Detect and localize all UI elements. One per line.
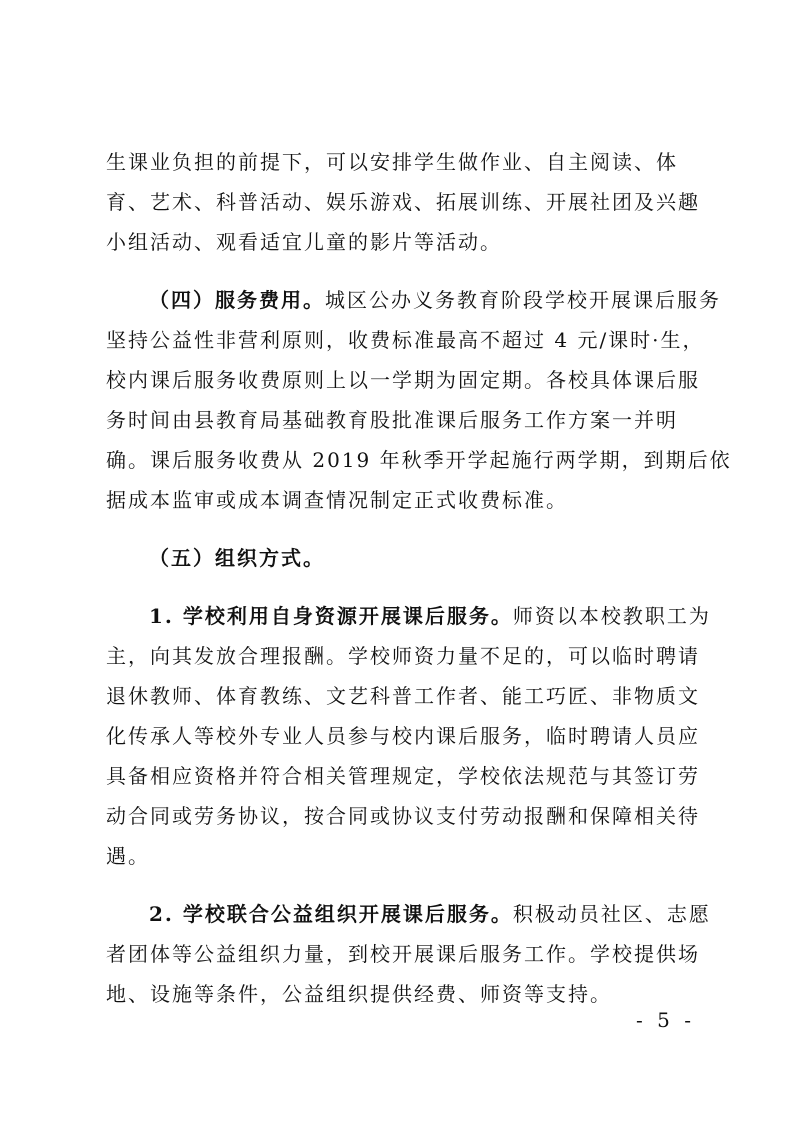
text-line: 动合同或劳务协议，按合同或协议支付劳动报酬和保障相关待 (106, 804, 700, 828)
text-line: 地、设施等条件，公益组织提供经费、师资等支持。 (106, 982, 612, 1006)
section-heading: （五）组织方式。 (149, 546, 325, 570)
text-line: 遇。 (106, 844, 150, 868)
text-line (106, 280, 721, 320)
text-line: 育、艺术、科普活动、娱乐游戏、拓展训练、开展社团及兴趣 (106, 190, 700, 214)
text-line: 者团体等公益组织力量，到校开展课后服务工作。学校提供场 (106, 942, 700, 966)
text-run: 师资以本校教职工为 (512, 604, 711, 628)
text-line: 生课业负担的前提下，可以安排学生做作业、自主阅读、体 (106, 150, 678, 174)
text-run: 城区公办义务教育阶段学校开展课后服务 (325, 288, 721, 312)
text-line: 确。课后服务收费从 2019 年秋季开学起施行两学期，到期后依 (106, 448, 732, 472)
document-body (106, 142, 732, 1014)
text-line: 坚持公益性非营利原则，收费标准最高不超过 4 元/课时·生， (106, 328, 705, 352)
paragraph-activities (106, 142, 698, 262)
text-line: 具备相应资格并符合相关管理规定，学校依法规范与其签订劳 (106, 764, 700, 788)
text-line (106, 894, 711, 934)
text-line: 据成本监审或成本调查情况制定正式收费标准。 (106, 488, 568, 512)
text-line: 小组活动、观看适宜儿童的影片等活动。 (106, 230, 502, 254)
text-line: 校内课后服务收费原则上以一学期为固定期。各校具体课后服 (106, 368, 700, 392)
subsection-heading: 2. 学校联合公益组织开展课后服务。 (149, 902, 513, 926)
paragraph-public-welfare (106, 894, 711, 1014)
paragraph-service-fees (106, 280, 732, 520)
text-line (106, 596, 711, 636)
section-heading: （四）服务费用。 (149, 288, 325, 312)
text-line: 退休教师、体育教练、文艺科普工作者、能工巧匠、非物质文 (106, 684, 700, 708)
text-line: 务时间由县教育局基础教育股批准课后服务工作方案一并明 (106, 408, 678, 432)
paragraph-organization-heading (106, 538, 698, 578)
paragraph-school-resources (106, 596, 711, 876)
text-line (106, 538, 698, 578)
text-run: 积极动员社区、志愿 (512, 902, 711, 926)
text-line: 化传承人等校外专业人员参与校内课后服务，临时聘请人员应 (106, 724, 700, 748)
text-line: 主，向其发放合理报酬。学校师资力量不足的，可以临时聘请 (106, 644, 700, 668)
page-number: - 5 - (636, 1008, 695, 1032)
subsection-heading: 1. 学校利用自身资源开展课后服务。 (149, 604, 513, 628)
